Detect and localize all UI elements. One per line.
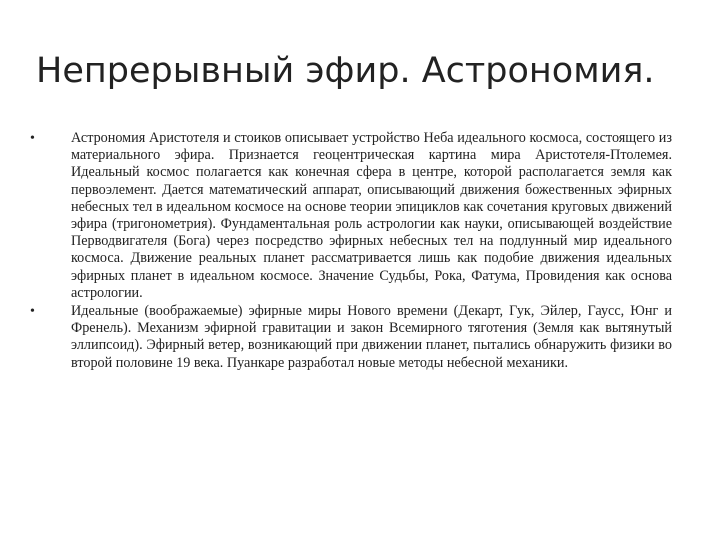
bullet-icon: • [30,304,35,320]
bullet-list [30,130,672,373]
bullet-text: Астрономия Аристотеля и стоиков описывает устройство Неба идеального космоса, состоящего из материального эфира. Признается геоцентрическая картина мира Аристотеля-Птолемея. Идеальный космос полагается как конечная сфера в центре, которой располагается земля как первоэлемент. Дается математический аппарат, описывающий движения божественных эфирных небесных тел в идеальном космосе на основе теории эпициклов как сочетания круговых движений эфира (тригонометрия). Фундаментальная роль астрологии как науки, описывающей воздействие Перводвигателя (Бога) через посредство эфирных небесных тел на подлунный мир идеального космоса. Движение реальных планет рассматривается лишь как подобие движения идеальных эфирных планет в идеальном космосе. Значение Судьбы, Рока, Фатума, Провидения как основа астрологии. [71,130,672,301]
bullet-item-modern-ether [30,303,672,372]
slide-title: Непрерывный эфир. Астрономия. [36,51,655,91]
bullet-item-aristotle-astronomy [30,130,672,302]
bullet-text: Идеальные (воображаемые) эфирные миры Нового времени (Декарт, Гук, Эйлер, Гаусс, Юнг и Френель). Механизм эфирной гравитации и закон Всемирного тяготения (Земля как вытянутый эллипсоид). Эфирный ветер, возникающий при движении планет, пытались обнаружить физики во второй половине 19 века. Пуанкаре разработал новые методы небесной механики. [71,303,672,371]
bullet-icon: • [30,131,35,146]
